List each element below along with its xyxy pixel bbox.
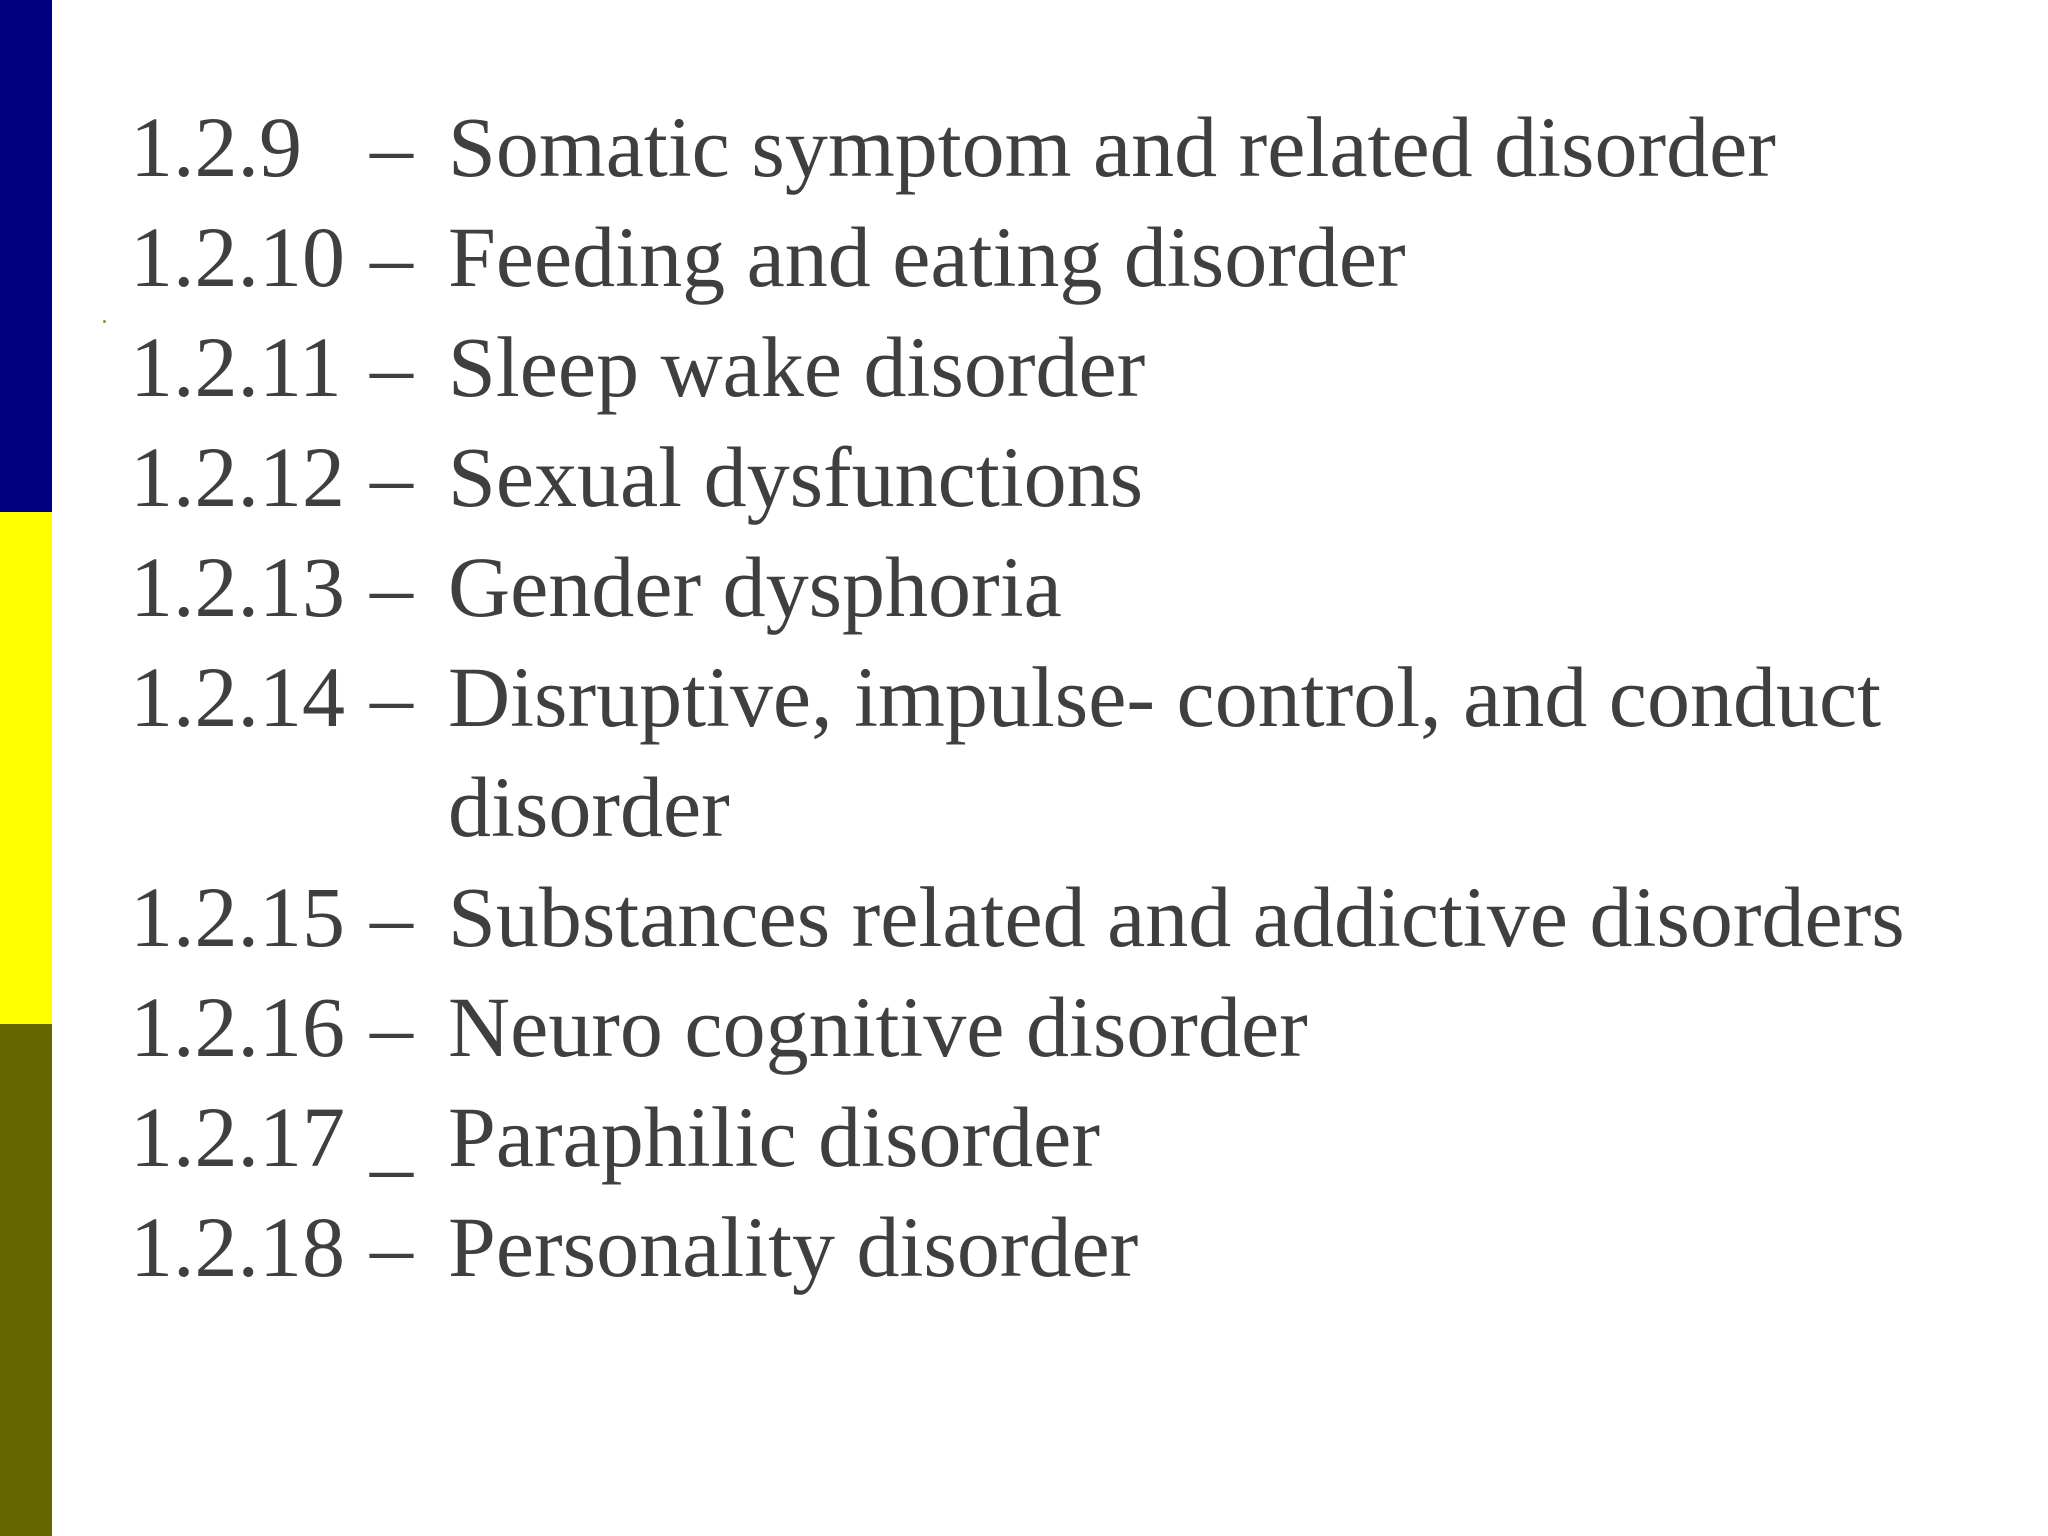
list-item	[130, 972, 2030, 1082]
item-number: 1.2.17	[130, 1089, 345, 1185]
list-item	[130, 1192, 2030, 1302]
item-text: Feeding and eating disorder	[448, 209, 1406, 305]
list-item	[130, 202, 2030, 312]
item-number: 1.2.11	[130, 319, 342, 415]
list-item	[130, 312, 2030, 422]
item-number: 1.2.15	[130, 869, 345, 965]
item-separator: –	[370, 649, 413, 745]
item-separator: –	[370, 99, 413, 195]
bar-segment-yellow	[0, 512, 52, 1024]
item-text: Disruptive, impulse- control, and conduct disorder	[448, 649, 1882, 855]
item-separator: –	[370, 869, 413, 965]
slide-content-list	[130, 92, 2030, 1302]
item-separator: –	[370, 1199, 413, 1295]
item-number: 1.2.18	[130, 1199, 345, 1295]
item-text: Sexual dysfunctions	[448, 429, 1144, 525]
list-item	[130, 862, 2030, 972]
list-item	[130, 1082, 2030, 1192]
item-text: Neuro cognitive disorder	[448, 979, 1308, 1075]
item-text: Personality disorder	[448, 1199, 1139, 1295]
item-separator: _	[370, 1089, 413, 1185]
item-text: Substances related and addictive disorders	[448, 869, 1905, 965]
item-text: Somatic symptom and related disorder	[448, 99, 1776, 195]
bar-segment-olive	[0, 1024, 52, 1536]
item-separator: –	[370, 539, 413, 635]
item-text: Paraphilic disorder	[448, 1089, 1100, 1185]
bar-segment-navy	[0, 0, 52, 512]
item-text: Sleep wake disorder	[448, 319, 1146, 415]
decorative-speck	[103, 320, 106, 323]
left-color-bar	[0, 0, 52, 1536]
item-number: 1.2.9	[130, 99, 302, 195]
item-text: Gender dysphoria	[448, 539, 1062, 635]
list-item	[130, 422, 2030, 532]
item-number: 1.2.10	[130, 209, 345, 305]
list-item	[130, 92, 2030, 202]
item-number: 1.2.16	[130, 979, 345, 1075]
item-separator: –	[370, 319, 413, 415]
item-separator: –	[370, 429, 413, 525]
list-item	[130, 642, 2030, 862]
item-number: 1.2.12	[130, 429, 345, 525]
item-separator: –	[370, 209, 413, 305]
item-number: 1.2.13	[130, 539, 345, 635]
list-item	[130, 532, 2030, 642]
item-separator: –	[370, 979, 413, 1075]
item-number: 1.2.14	[130, 649, 345, 745]
